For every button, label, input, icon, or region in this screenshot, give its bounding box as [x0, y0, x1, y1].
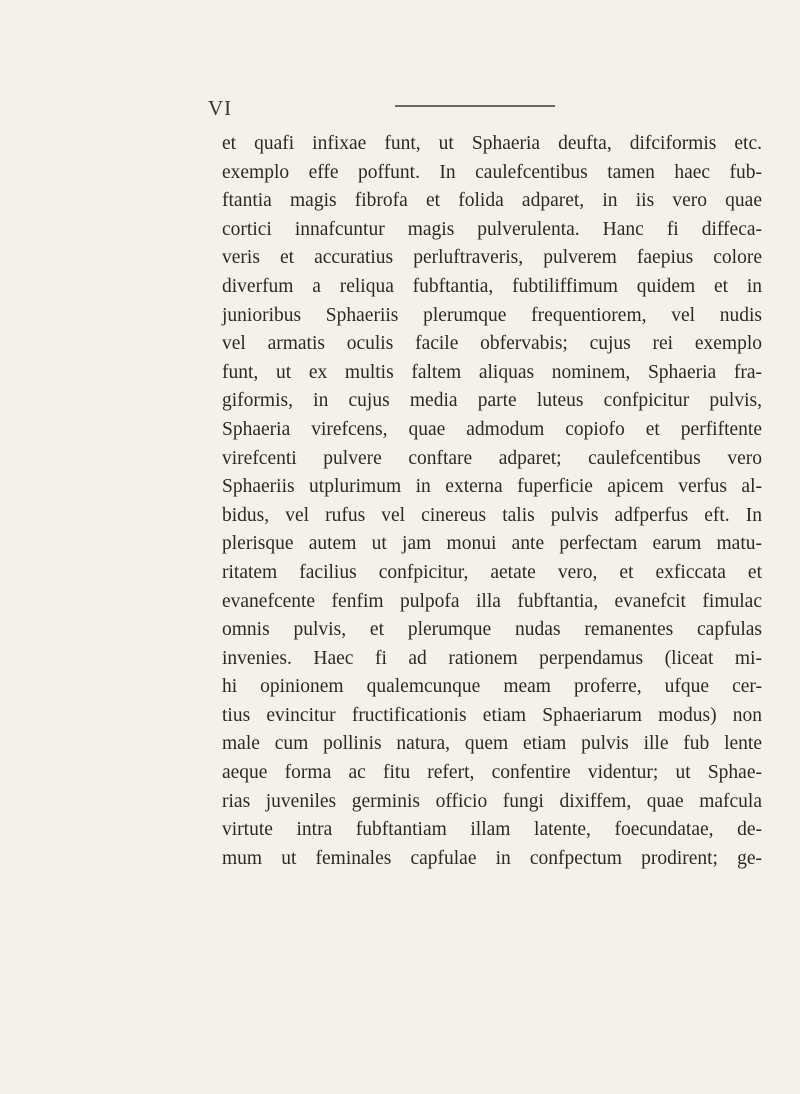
text-line-21: tius evincitur fructificationis etiam Sphaeriarum modus) non	[222, 704, 762, 726]
text-line-12: virefcenti pulvere conftare adparet; caulefcentibus vero	[222, 447, 762, 469]
text-line-18: omnis pulvis, et plerumque nudas remanentes capfulas	[222, 619, 762, 641]
text-line-24: rias juveniles germinis officio fungi dixiffem, quae mafcula	[222, 790, 762, 812]
text-line-11: Sphaeria virefcens, quae admodum copiofo et perfiftente	[222, 418, 762, 440]
header-rule	[395, 105, 555, 107]
text-line-23: aeque forma ac fitu refert, confentire videntur; ut Sphae-	[222, 762, 762, 784]
text-line-13: Sphaeriis utplurimum in externa fuperficie apicem verfus al-	[222, 476, 762, 498]
text-line-5: veris et accuratius perluftraveris, pulverem faepius colore	[222, 247, 762, 269]
text-line-6: diverfum a reliqua fubftantia, fubtiliffimum quidem et in	[222, 275, 762, 297]
body-text	[222, 130, 762, 873]
text-line-14: bidus, vel rufus vel cinereus talis pulvis adfperfus eft. In	[222, 504, 762, 526]
text-line-1: et quafi infixae funt, ut Sphaeria deufta, difciformis etc.	[222, 133, 762, 154]
text-line-10: giformis, in cujus media parte luteus confpicitur pulvis,	[222, 390, 762, 412]
text-line-19: invenies. Haec fi ad rationem perpendamus (liceat mi-	[222, 647, 762, 669]
text-line-22: male cum pollinis natura, quem etiam pulvis ille fub lente	[222, 733, 762, 755]
text-line-26: mum ut feminales capfulae in confpectum prodirent; ge-	[222, 847, 762, 869]
text-line-25: virtute intra fubftantiam illam latente, foecundatae, de-	[222, 819, 762, 841]
text-line-16: ritatem facilius confpicitur, aetate vero, et exficcata et	[222, 561, 762, 583]
text-line-15: plerisque autem ut jam monui ante perfectam earum matu-	[222, 533, 762, 555]
text-line-20: hi opinionem qualemcunque meam proferre, ufque cer-	[222, 676, 762, 698]
text-line-4: cortici innafcuntur magis pulverulenta. Hanc fi diffeca-	[222, 218, 762, 240]
text-line-3: ftantia magis fibrofa et folida adparet, in iis vero quae	[222, 190, 762, 212]
text-line-9: funt, ut ex multis faltem aliquas nominem, Sphaeria fra-	[222, 361, 762, 383]
text-line-17: evanefcente fenfim pulpofa illa fubftantia, evanefcit fimulac	[222, 590, 762, 612]
text-line-8: vel armatis oculis facile obfervabis; cujus rei exemplo	[222, 333, 762, 355]
text-line-7: junioribus Sphaeriis plerumque frequentiorem, vel nudis	[222, 304, 762, 326]
text-line-2: exemplo effe poffunt. In caulefcentibus tamen haec fub-	[222, 161, 762, 183]
page-number: VI	[208, 96, 233, 120]
